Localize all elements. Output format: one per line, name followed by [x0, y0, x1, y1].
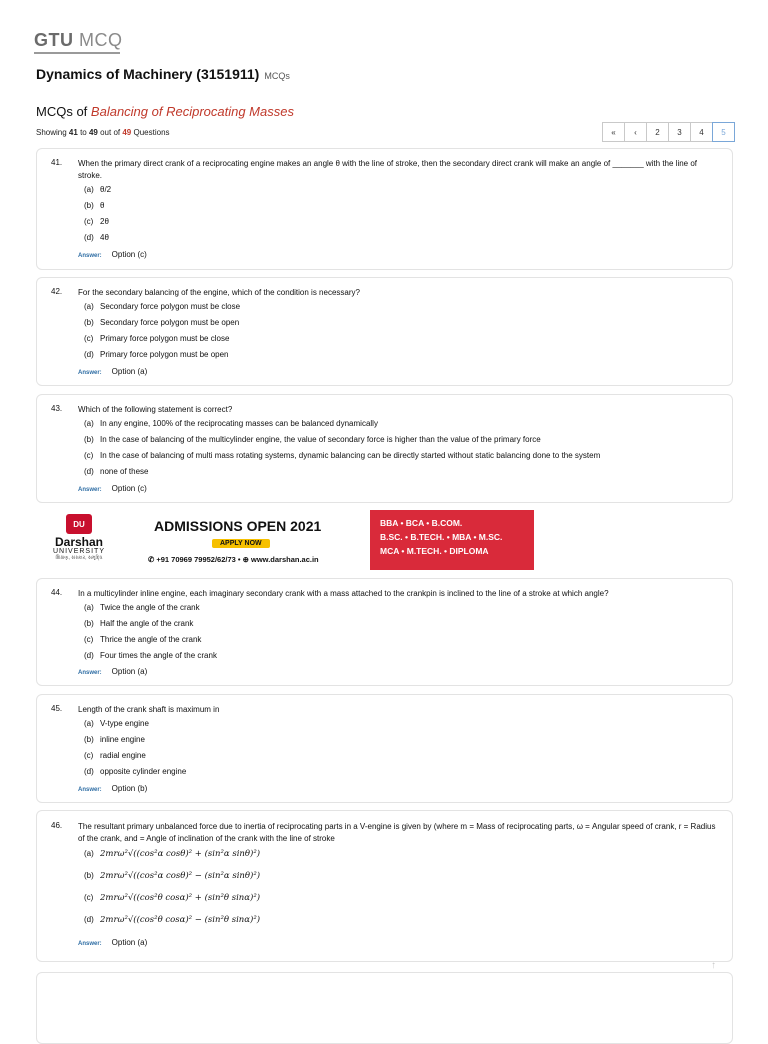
page-3-button[interactable]: 3 — [668, 122, 691, 142]
topic-heading — [36, 104, 294, 119]
option-letter: (b) — [84, 735, 94, 744]
option-letter: (d) — [84, 767, 94, 776]
university-logo — [44, 514, 114, 561]
option-b[interactable] — [84, 871, 260, 881]
option-text: Primary force polygon must be open — [100, 350, 229, 359]
option-letter: (c) — [84, 635, 94, 644]
ad-course-line: BBA • BCA • B.COM. — [380, 518, 463, 528]
option-a[interactable] — [84, 719, 149, 728]
option-c[interactable] — [84, 451, 600, 460]
option-text: Primary force polygon must be close — [100, 334, 230, 343]
option-d[interactable] — [84, 467, 148, 476]
showing-suffix: Questions — [133, 128, 170, 137]
option-letter: (c) — [84, 893, 94, 902]
university-sub: UNIVERSITY — [52, 548, 105, 555]
option-text: Twice the angle of the crank — [100, 603, 200, 612]
answer-label: Answer: — [78, 941, 102, 947]
option-text: none of these — [100, 467, 149, 476]
option-a[interactable] — [84, 419, 378, 428]
answer-value: Option (a) — [111, 667, 148, 676]
option-text: Secondary force polygon must be open — [100, 318, 240, 327]
option-letter: (c) — [84, 451, 94, 460]
option-text: In the case of balancing of multi mass rotating systems, dynamic balancing can be directly started without static balancing done to the system — [100, 451, 601, 460]
option-letter: (c) — [84, 217, 94, 226]
option-d[interactable] — [84, 233, 109, 242]
topic-name: Balancing of Reciprocating Masses — [90, 104, 294, 119]
option-c[interactable] — [84, 635, 201, 644]
ad-course-line: MCA • M.TECH. • DIPLOMA — [380, 546, 489, 556]
option-text: 4θ — [100, 233, 109, 242]
showing-total: 49 — [122, 128, 132, 137]
question-text: In a multicylinder inline engine, each imaginary secondary crank with a mass attached to the crankpin is inclined to the line of a stroke at which angle? — [78, 589, 609, 598]
site-logo[interactable] — [34, 30, 123, 51]
option-text: radial engine — [100, 751, 146, 760]
option-letter: (a) — [84, 419, 94, 428]
question-card-next — [36, 972, 733, 1044]
option-letter: (a) — [84, 185, 94, 194]
option-letter: (b) — [84, 318, 94, 327]
option-text: Thrice the angle of the crank — [100, 635, 202, 644]
option-text: Four times the angle of the crank — [100, 651, 217, 660]
question-card-44 — [36, 578, 733, 686]
question-number: 45. — [51, 704, 63, 713]
question-text: For the secondary balancing of the engine, which of the condition is necessary? — [78, 288, 360, 297]
answer-row — [78, 250, 147, 259]
option-letter: (b) — [84, 435, 94, 444]
subject-tag: MCQs — [264, 71, 290, 81]
answer-row — [78, 667, 147, 676]
page-4-button[interactable]: 4 — [690, 122, 713, 142]
page-5-button[interactable]: 5 — [712, 122, 735, 142]
question-text: Length of the crank shaft is maximum in — [78, 705, 220, 714]
option-formula: 2mrω²√((cos²α cosθ)² − (sin²α sinθ)²) — [100, 871, 261, 881]
option-c[interactable] — [84, 893, 260, 903]
logo-bold: GTU — [34, 30, 74, 50]
option-formula: 2mrω²√((cos²θ cosα)² − (sin²θ sinα)²) — [100, 915, 261, 925]
ad-course-line: B.SC. • B.TECH. • MBA • M.SC. — [380, 532, 503, 542]
option-text: Secondary force polygon must be close — [100, 302, 241, 311]
option-letter: (b) — [84, 619, 94, 628]
option-text: In the case of balancing of the multicylinder engine, the value of secondary force is higher than the value of the primary force — [100, 435, 541, 444]
option-d[interactable] — [84, 767, 186, 776]
apply-now-button[interactable]: APPLY NOW — [212, 539, 270, 548]
question-card-41 — [36, 148, 733, 270]
answer-row — [78, 367, 147, 376]
option-d[interactable] — [84, 915, 260, 925]
option-text: 2θ — [100, 217, 109, 226]
option-letter: (c) — [84, 751, 94, 760]
option-formula: 2mrω²√((cos²α cosθ)² + (sin²α sinθ)²) — [100, 849, 261, 859]
university-name: Darshan — [54, 535, 104, 549]
option-text: V-type engine — [100, 719, 149, 728]
option-d[interactable] — [84, 651, 217, 660]
option-text: inline engine — [100, 735, 145, 744]
option-b[interactable] — [84, 435, 541, 444]
option-letter: (d) — [84, 467, 94, 476]
scroll-to-top-icon[interactable]: ↑ — [711, 960, 716, 971]
option-letter: (d) — [84, 915, 94, 924]
option-formula: 2mrω²√((cos²θ cosα)² + (sin²θ sinα)²) — [100, 893, 261, 903]
answer-value: Option (b) — [111, 784, 148, 793]
university-tagline: શિક્ષણ, સંસ્કાર, સમૃદ્ધિ — [55, 555, 103, 561]
option-a[interactable] — [84, 302, 240, 311]
answer-label: Answer: — [78, 787, 102, 793]
university-emblem-icon: DU — [66, 514, 92, 534]
logo-underline — [34, 52, 120, 54]
question-card-43 — [36, 394, 733, 503]
answer-label: Answer: — [78, 370, 102, 376]
showing-to-word: to — [80, 128, 87, 137]
question-card-46 — [36, 810, 733, 962]
question-card-42 — [36, 277, 733, 386]
answer-value: Option (c) — [111, 484, 147, 493]
option-letter: (b) — [84, 871, 94, 880]
question-number: 44. — [51, 588, 63, 597]
ad-title: ADMISSIONS OPEN 2021 — [154, 518, 322, 534]
pagination — [603, 122, 735, 142]
question-text: When the primary direct crank of a reciprocating engine makes an angle θ with the line of stroke, then the secondary direct crank will make an angle of _______ with the line of stroke. — [78, 159, 698, 180]
option-a[interactable] — [84, 603, 200, 612]
answer-row — [78, 784, 147, 793]
option-letter: (d) — [84, 350, 94, 359]
question-text: The resultant primary unbalanced force due to inertia of reciprocating parts in a V-engine is given by (where m = Mass of reciprocating parts, ω = Angular speed of crank, r = Radius of the crank, and = Angle of inclination of the crank with the line of stroke — [78, 822, 716, 843]
option-a[interactable] — [84, 185, 111, 194]
admissions-ad-banner[interactable] — [36, 510, 536, 570]
option-text: opposite cylinder engine — [100, 767, 187, 776]
option-a[interactable] — [84, 849, 260, 859]
answer-row — [78, 938, 147, 947]
answer-label: Answer: — [78, 487, 102, 493]
first-page-button[interactable]: « — [602, 122, 625, 142]
option-c[interactable] — [84, 334, 229, 343]
option-letter: (a) — [84, 302, 94, 311]
page-title — [36, 66, 290, 82]
showing-count — [36, 128, 170, 137]
option-b[interactable] — [84, 318, 239, 327]
option-letter: (a) — [84, 603, 94, 612]
question-number: 41. — [51, 158, 63, 167]
answer-label: Answer: — [78, 670, 102, 676]
option-d[interactable] — [84, 350, 229, 359]
option-c[interactable] — [84, 751, 146, 760]
option-c[interactable] — [84, 217, 109, 226]
option-letter: (b) — [84, 201, 94, 210]
answer-value: Option (c) — [111, 250, 147, 259]
option-text: θ — [100, 201, 105, 210]
option-b[interactable] — [84, 619, 193, 628]
ad-courses-panel — [370, 510, 534, 570]
option-letter: (d) — [84, 233, 94, 242]
ad-contact: ✆ +91 70969 79952/62/73 • ⊕ www.darshan.ac.in — [148, 555, 319, 564]
option-letter: (a) — [84, 719, 94, 728]
answer-label: Answer: — [78, 253, 102, 259]
page-2-button[interactable]: 2 — [646, 122, 669, 142]
topic-prefix: MCQs of — [36, 104, 88, 119]
prev-page-button[interactable]: ‹ — [624, 122, 647, 142]
subject-title: Dynamics of Machinery (3151911) — [36, 66, 260, 82]
option-letter: (c) — [84, 334, 94, 343]
option-text: In any engine, 100% of the reciprocating masses can be balanced dynamically — [100, 419, 378, 428]
answer-value: Option (a) — [111, 938, 148, 947]
option-b[interactable] — [84, 201, 104, 210]
option-letter: (a) — [84, 849, 94, 858]
showing-label: Showing — [36, 128, 67, 137]
showing-of-word: out of — [100, 128, 121, 137]
question-number: 42. — [51, 287, 63, 296]
question-number: 43. — [51, 404, 63, 413]
showing-from: 41 — [68, 128, 78, 137]
logo-light: MCQ — [79, 30, 123, 50]
option-b[interactable] — [84, 735, 145, 744]
showing-to: 49 — [88, 128, 98, 137]
option-letter: (d) — [84, 651, 94, 660]
question-card-45 — [36, 694, 733, 803]
answer-value: Option (a) — [111, 367, 148, 376]
question-text: Which of the following statement is correct? — [78, 405, 233, 414]
option-text: θ/2 — [100, 185, 112, 194]
option-text: Half the angle of the crank — [100, 619, 194, 628]
question-number: 46. — [51, 821, 63, 830]
answer-row — [78, 484, 147, 493]
